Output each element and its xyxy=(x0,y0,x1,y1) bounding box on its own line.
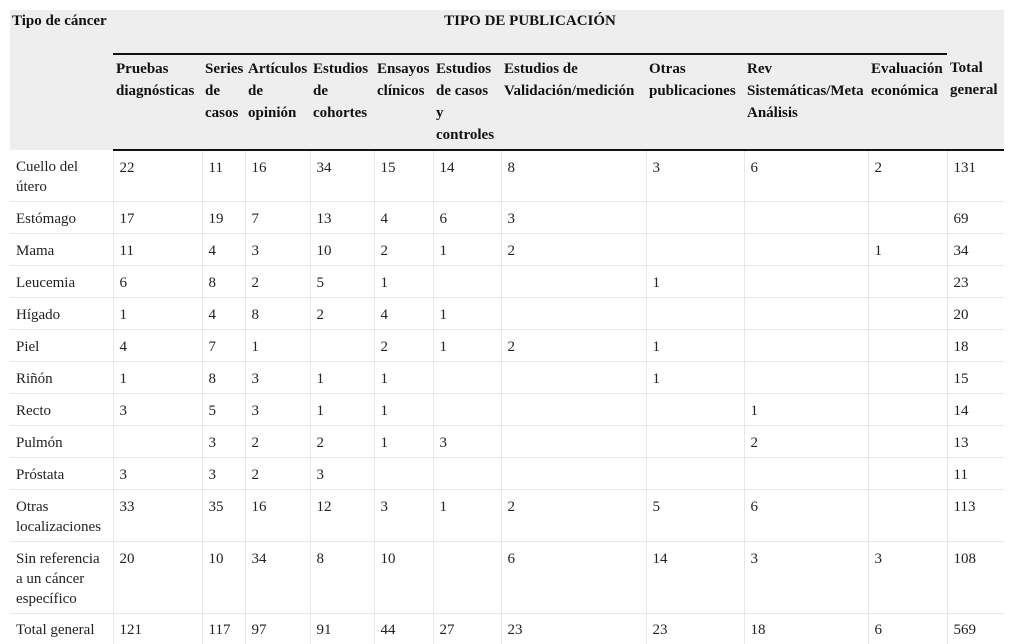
row-label: Pulmón xyxy=(10,426,113,458)
column-header: Rev Sistemáticas/Meta Análisis xyxy=(744,54,868,150)
table-cell: 7 xyxy=(202,330,245,362)
column-header: Evaluación económica xyxy=(868,54,947,150)
table-cell: 16 xyxy=(245,490,310,542)
table-cell: 1 xyxy=(433,330,501,362)
table-row xyxy=(10,458,1004,490)
table-cell: 3 xyxy=(113,394,202,426)
column-header: Estudios de Validación/medición xyxy=(501,54,646,150)
table-cell: 2 xyxy=(744,426,868,458)
table-row xyxy=(10,614,1004,644)
row-label: Total general xyxy=(10,614,113,644)
table-cell: 3 xyxy=(868,542,947,614)
table-body xyxy=(10,150,1004,644)
table-cell: 1 xyxy=(374,394,433,426)
table-cell xyxy=(646,426,744,458)
table-cell: 1 xyxy=(744,394,868,426)
table-cell: 5 xyxy=(646,490,744,542)
table-cell: 3 xyxy=(310,458,374,490)
table-cell: 3 xyxy=(646,150,744,202)
table-cell: 3 xyxy=(744,542,868,614)
table-cell: 3 xyxy=(245,362,310,394)
table-cell xyxy=(433,542,501,614)
table-cell: 6 xyxy=(744,150,868,202)
table-cell: 2 xyxy=(245,458,310,490)
table-cell xyxy=(744,458,868,490)
table-cell: 13 xyxy=(310,202,374,234)
table-cell: 2 xyxy=(245,426,310,458)
table-cell: 2 xyxy=(868,150,947,202)
table-cell xyxy=(646,202,744,234)
table-cell: 4 xyxy=(202,234,245,266)
table-cell xyxy=(868,330,947,362)
table-cell: 1 xyxy=(113,298,202,330)
table-cell: 23 xyxy=(646,614,744,644)
table-cell xyxy=(646,458,744,490)
row-label: Leucemia xyxy=(10,266,113,298)
table-cell: 6 xyxy=(501,542,646,614)
table-cell: 34 xyxy=(947,234,1004,266)
table-cell: 3 xyxy=(245,394,310,426)
table-cell: 8 xyxy=(501,150,646,202)
table-cell: 3 xyxy=(113,458,202,490)
column-header: Otras publicaciones xyxy=(646,54,744,150)
table-cell: 35 xyxy=(202,490,245,542)
table-cell: 569 xyxy=(947,614,1004,644)
table-cell: 4 xyxy=(113,330,202,362)
table-cell xyxy=(113,426,202,458)
column-header-total: Total general xyxy=(947,54,1004,150)
row-label: Recto xyxy=(10,394,113,426)
table-cell: 2 xyxy=(245,266,310,298)
table-cell xyxy=(433,362,501,394)
table-cell: 108 xyxy=(947,542,1004,614)
table-cell: 33 xyxy=(113,490,202,542)
table-row xyxy=(10,362,1004,394)
table-cell xyxy=(646,234,744,266)
table-cell xyxy=(744,330,868,362)
table-cell: 22 xyxy=(113,150,202,202)
row-label: Estómago xyxy=(10,202,113,234)
table-row xyxy=(10,150,1004,202)
table-cell: 23 xyxy=(501,614,646,644)
table-cell: 19 xyxy=(202,202,245,234)
table-cell: 5 xyxy=(202,394,245,426)
table-cell: 10 xyxy=(310,234,374,266)
table-cell xyxy=(501,362,646,394)
table-cell xyxy=(501,298,646,330)
table-cell: 10 xyxy=(202,542,245,614)
table-cell: 3 xyxy=(202,426,245,458)
table-cell: 14 xyxy=(947,394,1004,426)
table-cell xyxy=(501,266,646,298)
table-cell: 6 xyxy=(113,266,202,298)
table-cell: 1 xyxy=(310,394,374,426)
table-cell xyxy=(374,458,433,490)
table-cell xyxy=(868,362,947,394)
table-cell: 6 xyxy=(744,490,868,542)
table-cell xyxy=(744,234,868,266)
table-cell: 11 xyxy=(202,150,245,202)
table-cell: 27 xyxy=(433,614,501,644)
publication-table xyxy=(10,10,1004,644)
table-cell: 117 xyxy=(202,614,245,644)
table-cell: 12 xyxy=(310,490,374,542)
table-cell: 20 xyxy=(113,542,202,614)
table-cell xyxy=(744,202,868,234)
table-container xyxy=(10,10,1004,644)
column-header: Ensayos clínicos xyxy=(374,54,433,150)
table-row xyxy=(10,542,1004,614)
row-label: Piel xyxy=(10,330,113,362)
table-cell xyxy=(646,298,744,330)
table-cell xyxy=(310,330,374,362)
table-cell: 113 xyxy=(947,490,1004,542)
table-cell: 6 xyxy=(868,614,947,644)
row-label: Riñón xyxy=(10,362,113,394)
table-cell xyxy=(744,362,868,394)
table-cell: 1 xyxy=(433,298,501,330)
row-label: Próstata xyxy=(10,458,113,490)
table-cell xyxy=(868,490,947,542)
row-label: Mama xyxy=(10,234,113,266)
table-cell: 1 xyxy=(310,362,374,394)
table-cell: 6 xyxy=(433,202,501,234)
table-cell: 1 xyxy=(374,362,433,394)
table-cell: 4 xyxy=(374,298,433,330)
table-cell xyxy=(433,458,501,490)
table-cell xyxy=(868,426,947,458)
table-cell: 15 xyxy=(947,362,1004,394)
table-row xyxy=(10,202,1004,234)
table-cell xyxy=(868,458,947,490)
table-cell: 34 xyxy=(310,150,374,202)
table-cell xyxy=(501,426,646,458)
column-header: Artículos de opinión xyxy=(245,54,310,150)
table-row xyxy=(10,266,1004,298)
table-cell: 8 xyxy=(202,266,245,298)
table-cell: 8 xyxy=(245,298,310,330)
table-cell: 3 xyxy=(202,458,245,490)
table-cell xyxy=(868,202,947,234)
table-cell: 23 xyxy=(947,266,1004,298)
table-cell: 121 xyxy=(113,614,202,644)
column-header: Estudios de casos y controles xyxy=(433,54,501,150)
table-cell: 2 xyxy=(501,234,646,266)
column-header: Pruebas diagnósticas xyxy=(113,54,202,150)
table-cell: 2 xyxy=(501,330,646,362)
table-cell: 34 xyxy=(245,542,310,614)
table-cell: 1 xyxy=(868,234,947,266)
table-row xyxy=(10,330,1004,362)
table-cell: 4 xyxy=(374,202,433,234)
table-cell xyxy=(744,266,868,298)
table-cell: 17 xyxy=(113,202,202,234)
table-cell: 8 xyxy=(310,542,374,614)
table-cell xyxy=(501,394,646,426)
table-cell: 11 xyxy=(947,458,1004,490)
table-cell: 1 xyxy=(646,266,744,298)
table-cell: 91 xyxy=(310,614,374,644)
table-cell: 131 xyxy=(947,150,1004,202)
table-cell: 1 xyxy=(113,362,202,394)
table-cell: 1 xyxy=(374,266,433,298)
table-cell: 1 xyxy=(245,330,310,362)
group-header-spacer xyxy=(947,10,1004,54)
table-cell xyxy=(868,394,947,426)
row-label: Sin referencia a un cáncer específico xyxy=(10,542,113,614)
column-header: Series de casos xyxy=(202,54,245,150)
table-cell xyxy=(433,266,501,298)
table-cell: 3 xyxy=(374,490,433,542)
table-cell: 13 xyxy=(947,426,1004,458)
table-cell: 14 xyxy=(646,542,744,614)
table-cell: 2 xyxy=(310,426,374,458)
row-label: Cuello del útero xyxy=(10,150,113,202)
table-cell xyxy=(868,298,947,330)
table-cell: 3 xyxy=(245,234,310,266)
table-cell: 1 xyxy=(646,362,744,394)
table-row xyxy=(10,394,1004,426)
table-cell: 4 xyxy=(202,298,245,330)
table-row xyxy=(10,298,1004,330)
table-cell: 44 xyxy=(374,614,433,644)
table-cell: 3 xyxy=(501,202,646,234)
table-cell: 97 xyxy=(245,614,310,644)
table-cell: 1 xyxy=(433,490,501,542)
table-cell xyxy=(744,298,868,330)
table-cell: 18 xyxy=(947,330,1004,362)
table-cell: 5 xyxy=(310,266,374,298)
row-label: Otras localizaciones xyxy=(10,490,113,542)
table-cell: 1 xyxy=(374,426,433,458)
table-cell: 2 xyxy=(374,330,433,362)
table-cell: 2 xyxy=(501,490,646,542)
column-header: Estudios de cohortes xyxy=(310,54,374,150)
table-cell: 1 xyxy=(433,234,501,266)
table-cell xyxy=(501,458,646,490)
group-header: TIPO DE PUBLICACIÓN xyxy=(113,10,947,54)
table-cell: 3 xyxy=(433,426,501,458)
table-cell xyxy=(868,266,947,298)
table-cell: 2 xyxy=(374,234,433,266)
row-header-label: Tipo de cáncer xyxy=(10,10,113,150)
table-cell: 8 xyxy=(202,362,245,394)
table-row xyxy=(10,490,1004,542)
table-cell xyxy=(433,394,501,426)
table-cell: 69 xyxy=(947,202,1004,234)
row-label: Hígado xyxy=(10,298,113,330)
table-row xyxy=(10,234,1004,266)
table-cell: 2 xyxy=(310,298,374,330)
table-cell: 7 xyxy=(245,202,310,234)
table-cell: 10 xyxy=(374,542,433,614)
table-cell: 16 xyxy=(245,150,310,202)
table-cell: 11 xyxy=(113,234,202,266)
table-row xyxy=(10,426,1004,458)
table-cell: 20 xyxy=(947,298,1004,330)
table-cell: 18 xyxy=(744,614,868,644)
table-cell: 1 xyxy=(646,330,744,362)
table-cell xyxy=(646,394,744,426)
table-cell: 14 xyxy=(433,150,501,202)
table-cell: 15 xyxy=(374,150,433,202)
